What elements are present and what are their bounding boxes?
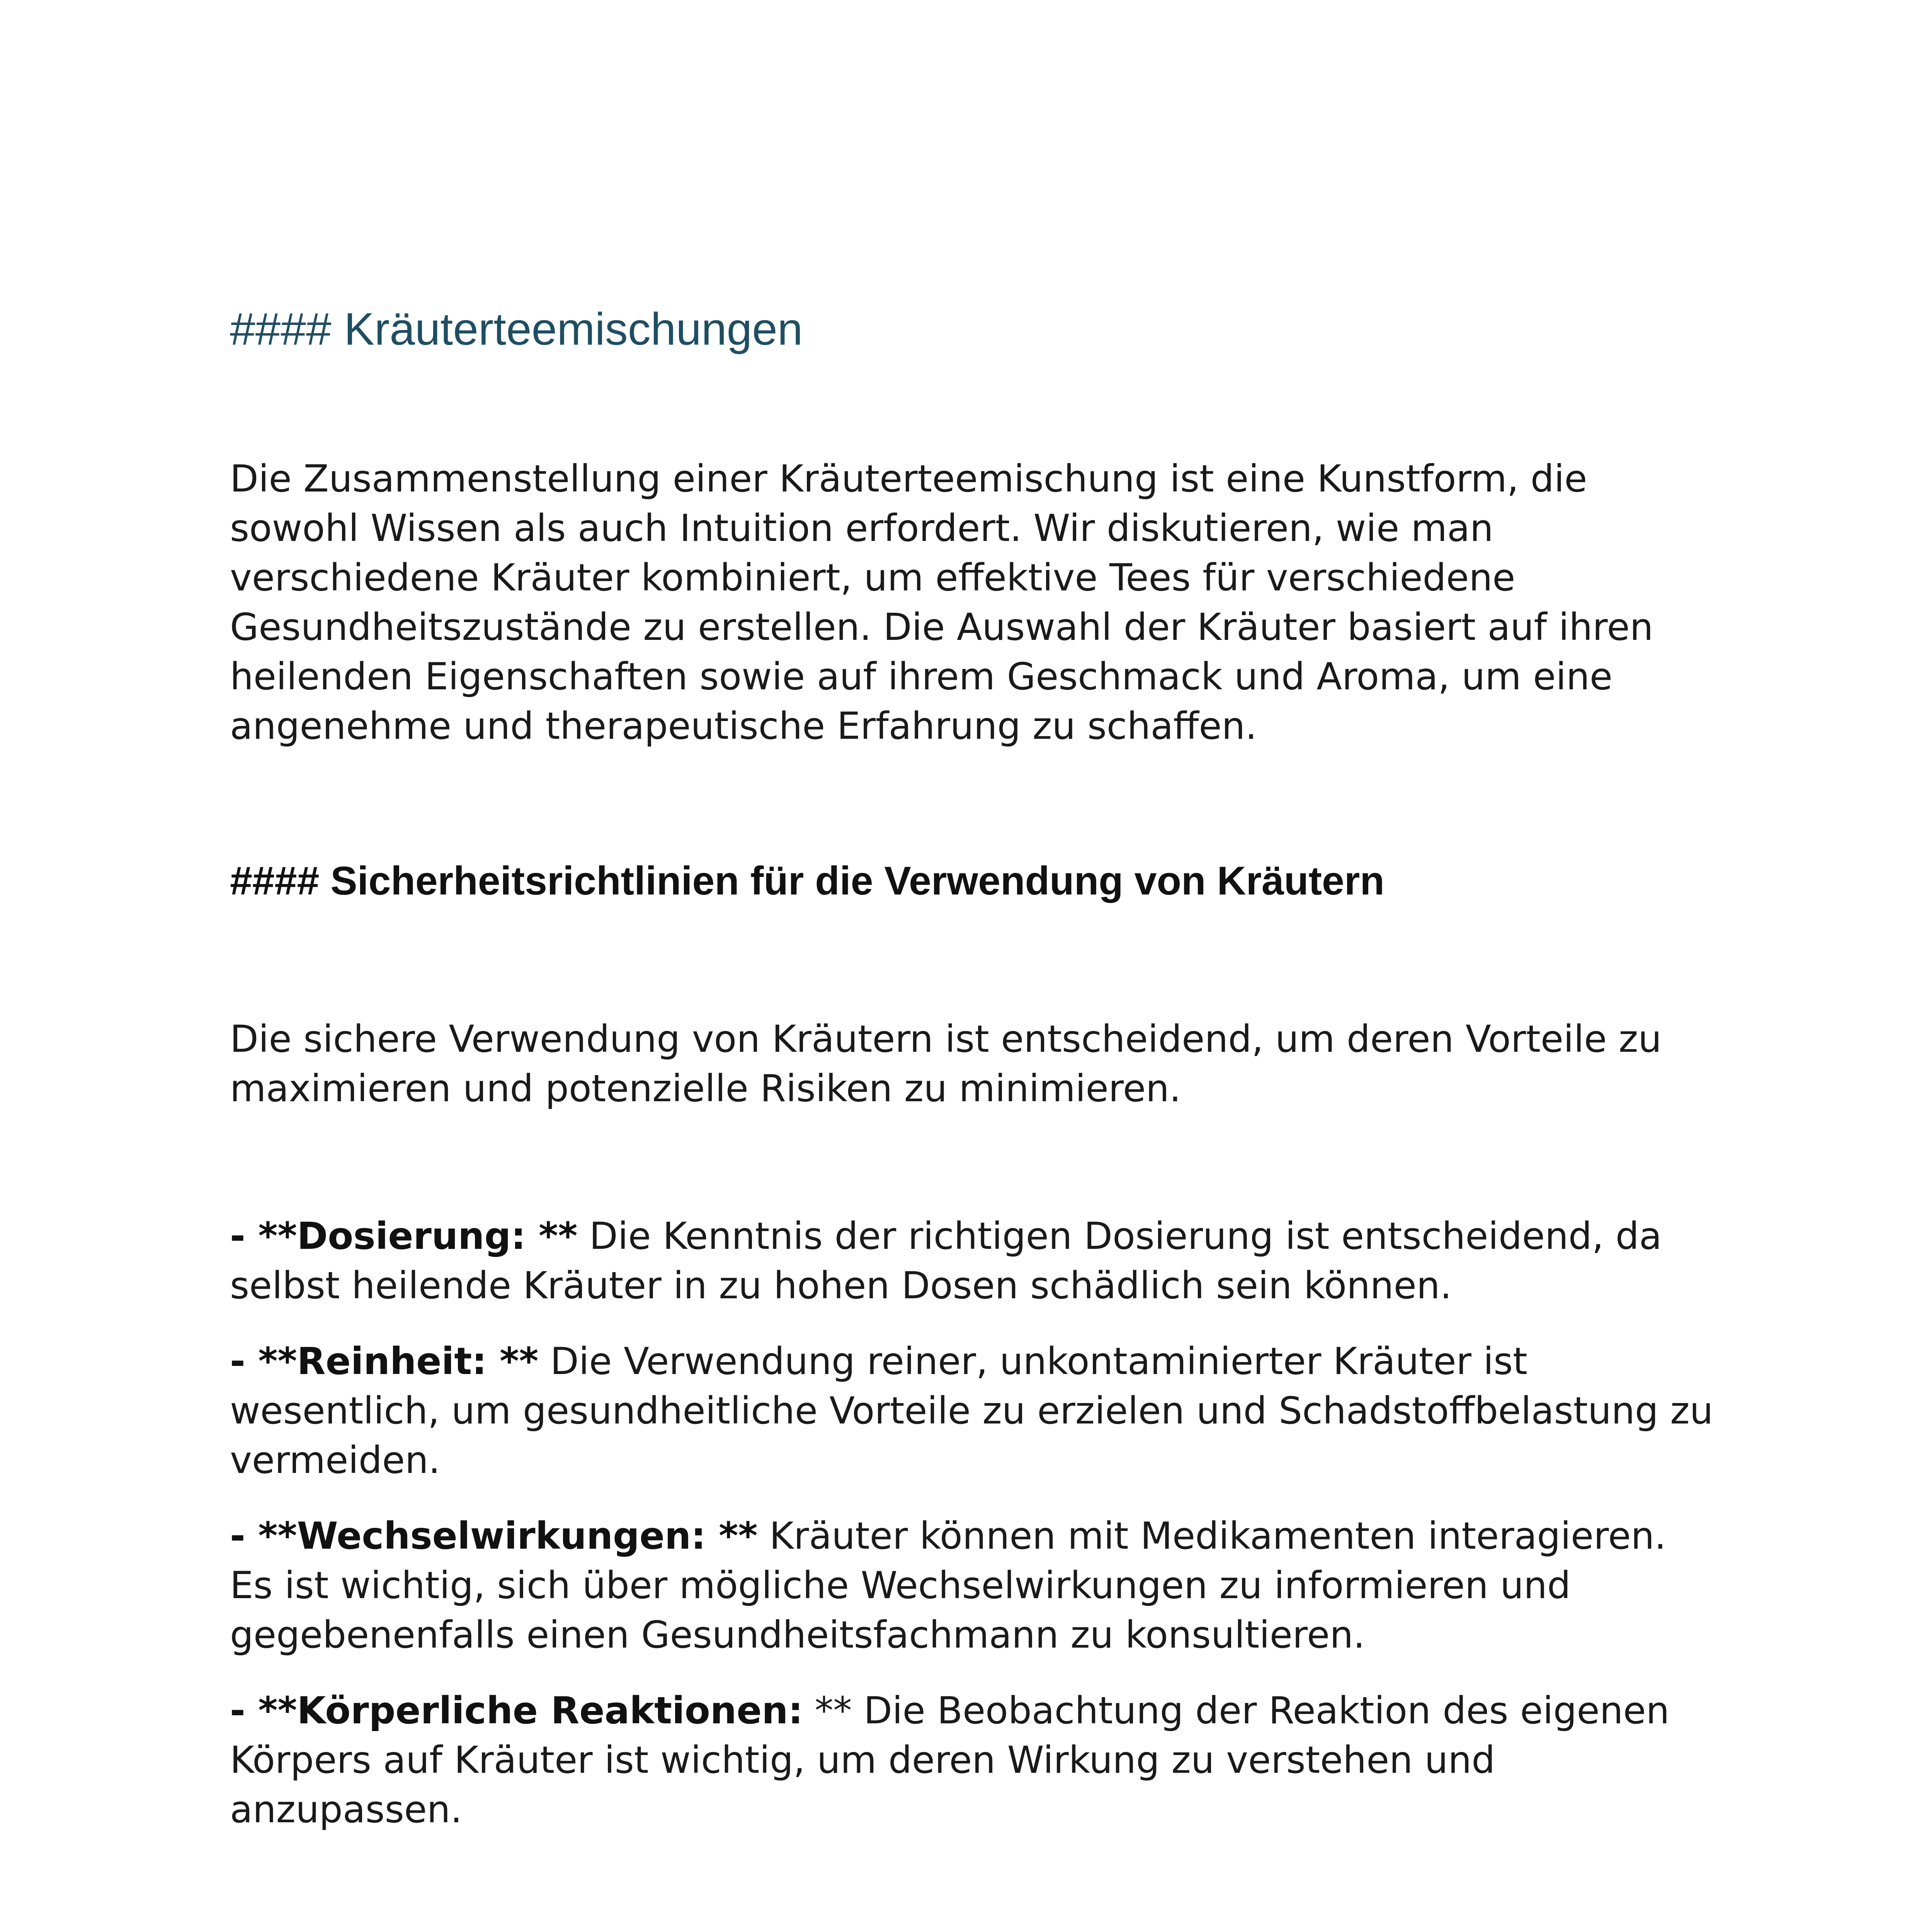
- list-item-lead: - **Reinheit: **: [230, 1340, 539, 1383]
- section-heading-safety-guidelines: #### Sicherheitsrichtlinien für die Verwendung von Kräutern: [230, 859, 1385, 903]
- list-item-body-reactions: [230, 1686, 1718, 1834]
- list-item-interactions: [230, 1511, 1718, 1660]
- list-item-lead: - **Körperliche Reaktionen:: [230, 1689, 803, 1732]
- list-item-lead: - **Dosierung: **: [230, 1214, 578, 1258]
- section-heading-herbal-tea-blends: #### Kräuterteemischungen: [230, 304, 803, 355]
- list-item-text: Kräuter können mit Medikamenten interagieren. Es ist wichtig, sich über mögliche Wechselwirkungen zu informieren und gegebenenfalls einen Gesundheitsfachmann zu konsultieren.: [230, 1514, 1666, 1656]
- list-item-purity: [230, 1337, 1718, 1485]
- list-item-text: Die Verwendung reiner, unkontaminierter Kräuter ist wesentlich, um gesundheitliche Vorteile zu erzielen und Schadstoffbelastung zu vermeiden.: [230, 1340, 1713, 1482]
- list-item-text: ** Die Beobachtung der Reaktion des eigenen Körpers auf Kräuter ist wichtig, um deren Wirkung zu verstehen und anzupassen.: [230, 1689, 1670, 1831]
- paragraph-herbal-tea-blends: Die Zusammenstellung einer Kräuterteemischung ist eine Kunstform, die sowohl Wissen als auch Intuition erfordert. Wir diskutieren, wie man verschiedene Kräuter kombiniert, um effektive Tees für verschiedene Gesundheitszustände zu erstellen. Die Auswahl der Kräuter basiert auf ihren heilenden Eigenschaften sowie auf ihrem Geschmack und Aroma, um eine angenehme und therapeutische Erfahrung zu schaffen.: [230, 457, 1653, 748]
- list-item-text: Die Kenntnis der richtigen Dosierung ist entscheidend, da selbst heilende Kräuter in zu hohen Dosen schädlich sein können.: [230, 1214, 1662, 1307]
- paragraph-safety-intro: Die sichere Verwendung von Kräutern ist entscheidend, um deren Vorteile zu maximieren und potenzielle Risiken zu minimieren.: [230, 1017, 1662, 1110]
- list-item-lead: - **Wechselwirkungen: **: [230, 1514, 758, 1558]
- safety-guidelines-list: [230, 1211, 1718, 1861]
- list-item-dosage: [230, 1211, 1718, 1310]
